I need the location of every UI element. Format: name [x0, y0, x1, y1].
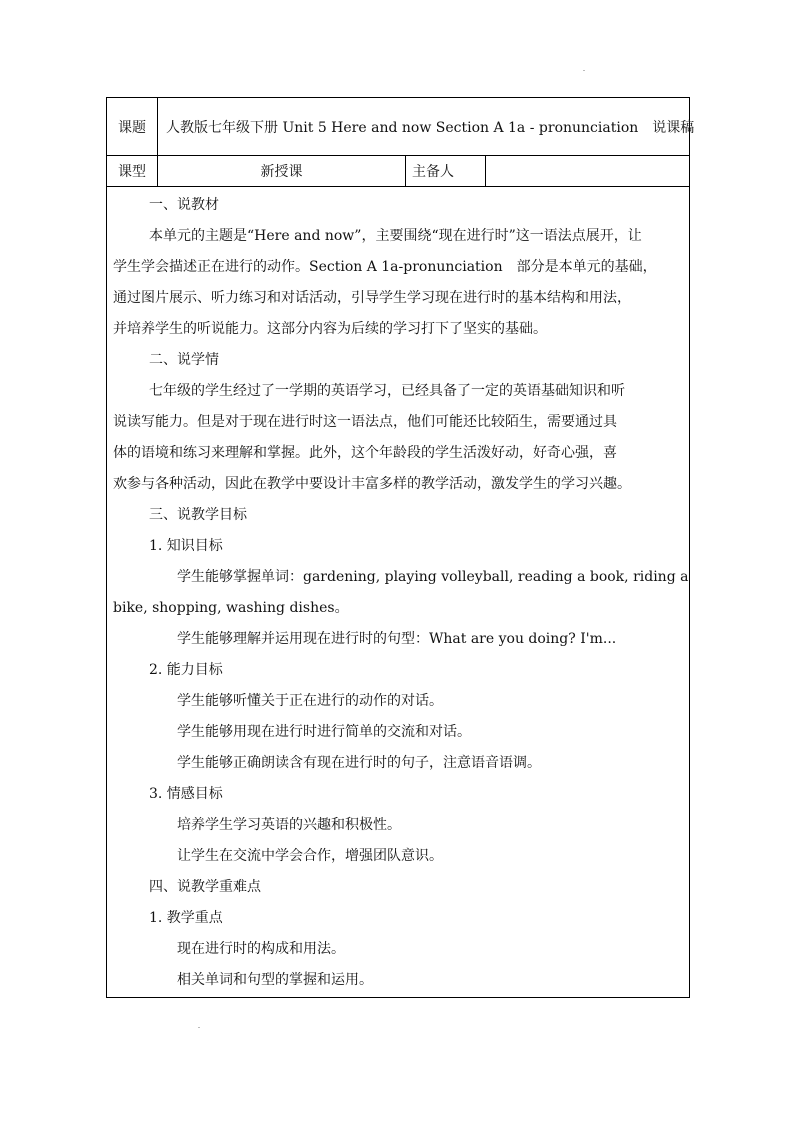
paragraph-line: 通过图片展示、听力练习和对话活动，引导学生学习现在进行时的基本结构和用法，	[113, 290, 631, 306]
subsection-heading: 2. 能力目标	[149, 662, 223, 678]
host-value	[486, 156, 690, 187]
list-line: bike, shopping, washing dishes。	[113, 600, 349, 616]
scan-speck	[583, 70, 585, 71]
scan-speck	[198, 1027, 200, 1028]
section-heading: 三、说教学目标	[149, 507, 247, 523]
section-heading: 二、说学情	[149, 352, 219, 368]
list-line: 学生能够掌握单词：gardening, playing volleyball, reading a book, riding a	[177, 569, 689, 585]
type-value: 新授课	[158, 156, 406, 187]
subsection-heading: 1. 知识目标	[149, 538, 223, 554]
subsection-heading: 1. 教学重点	[149, 910, 223, 926]
paragraph-line: 并培养学生的听说能力。这部分内容为后续的学习打下了坚实的基础。	[113, 321, 547, 337]
section-heading: 四、说教学重难点	[149, 879, 261, 895]
lesson-plan-table	[106, 97, 695, 998]
list-line: 让学生在交流中学会合作，增强团队意识。	[177, 848, 443, 864]
content-row	[107, 187, 690, 998]
list-line: 相关单词和句型的掌握和运用。	[177, 972, 373, 988]
paragraph-line: 学生学会描述正在进行的动作。Section A 1a-pronunciation 部分是本单元的基础，	[113, 259, 657, 275]
list-line: 现在进行时的构成和用法。	[177, 941, 345, 957]
content-body	[107, 187, 689, 996]
title-value-cell	[158, 98, 695, 156]
list-line: 学生能够听懂关于正在进行的动作的对话。	[177, 693, 443, 709]
paragraph-line: 说读写能力。但是对于现在进行时这一语法点，他们可能还比较陌生，需要通过具	[113, 414, 617, 430]
list-line: 学生能够理解并运用现在进行时的句型：What are you doing? I'm...	[177, 631, 617, 647]
paragraph-line: 本单元的主题是“Here and now”，主要围绕“现在进行时”这一语法点展开，让	[149, 228, 642, 244]
list-line: 学生能够用现在进行时进行简单的交流和对话。	[177, 724, 471, 740]
list-line: 培养学生学习英语的兴趣和积极性。	[177, 817, 401, 833]
list-line: 学生能够正确朗读含有现在进行时的句子，注意语音语调。	[177, 755, 541, 771]
host-label: 主备人	[406, 156, 486, 187]
section-heading: 一、说教材	[149, 197, 219, 213]
paragraph-line: 欢参与各种活动，因此在教学中要设计丰富多样的教学活动，激发学生的学习兴趣。	[113, 476, 631, 492]
subsection-heading: 3. 情感目标	[149, 786, 223, 802]
type-row	[107, 156, 690, 187]
paragraph-line: 体的语境和练习来理解和掌握。此外，这个年龄段的学生活泼好动，好奇心强，喜	[113, 445, 617, 461]
title-label: 课题	[107, 98, 158, 156]
paragraph-line: 七年级的学生经过了一学期的英语学习，已经具备了一定的英语基础知识和听	[149, 383, 625, 399]
title-row	[107, 98, 690, 156]
content-cell	[107, 187, 690, 998]
title-suffix: 说课稿	[652, 119, 695, 136]
type-label: 课型	[107, 156, 158, 187]
title-value: 人教版七年级下册 Unit 5 Here and now Section A 1a - pronunciation	[166, 119, 639, 136]
